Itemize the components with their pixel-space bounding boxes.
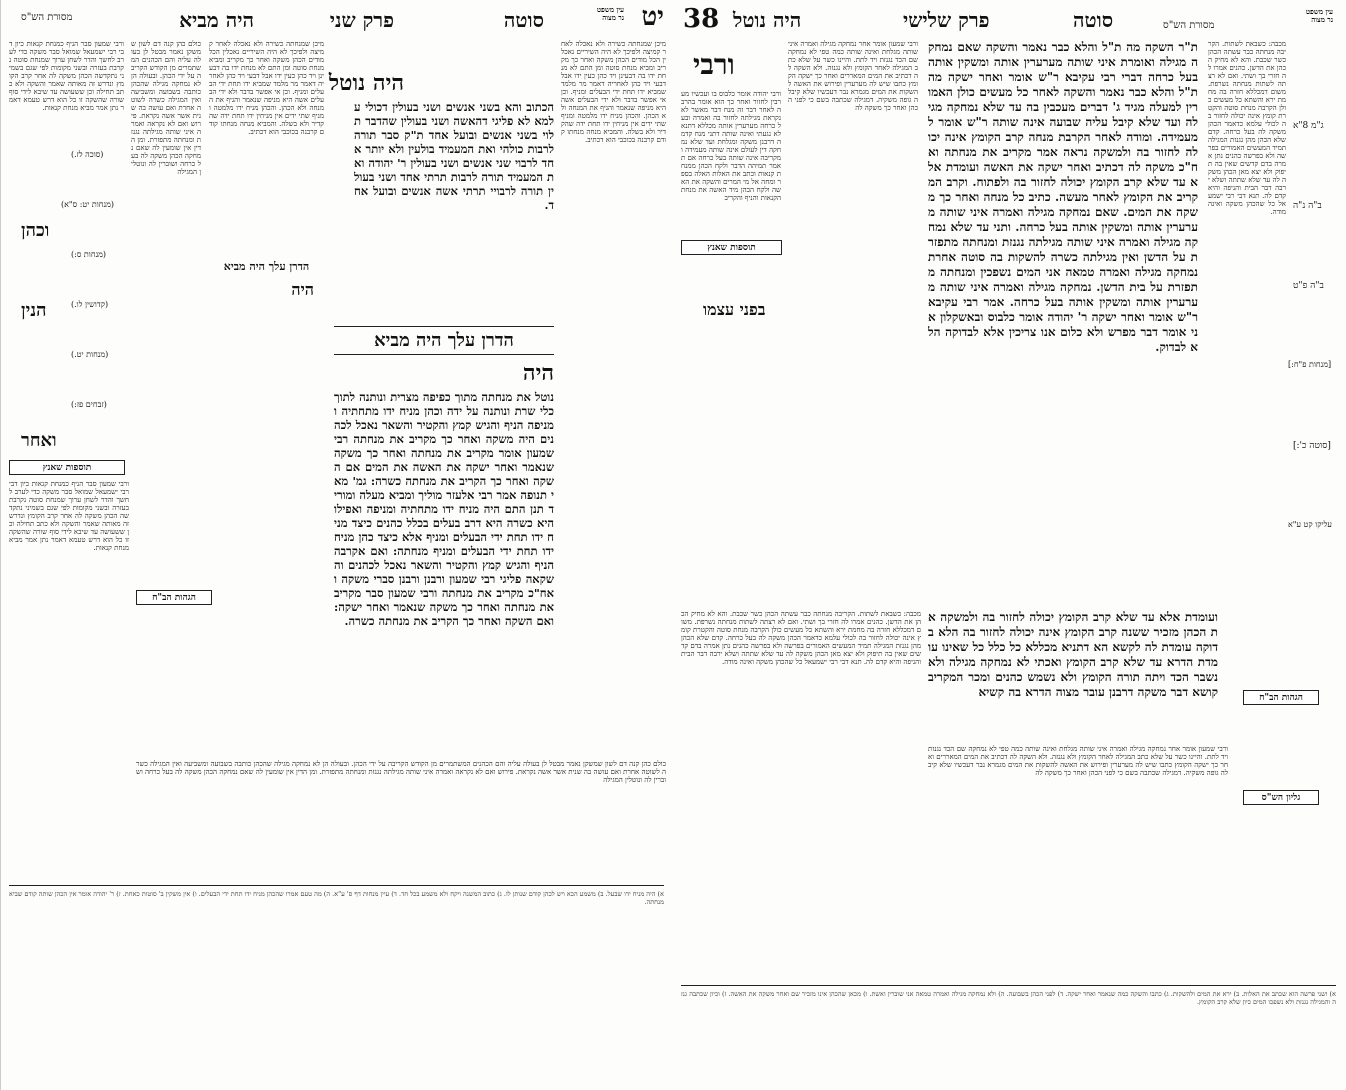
right-gemara-main: ת"ר השקה מה ת"ל והלא כבר נאמר והשקה שאם נמחקה מגילה ואומרת איני שותה מערערין אותה ומשקין אותה בעל כרחה דברי רבי עקיבא ר"ש אומר ואחר ישקה מה ת"ל והלא כבר נאמר והשקה לאחר כל מעשים כולן האמורין למעלה מגיד ג' דברים מעכבין בה עד שלא נמחקה מגילה ועד שלא קיבל עליה שבועה אינה שותה ר"ש אומר למעמידה. ומודה לאחר הקרבת מנחה קרב הקומץ אינה יכולה לחזור בה ולמשקה נראה אמר מקריב את מנחתה ואח"כ משקה לה דכתיב ואחר ישקה את האשה ועומדת אלא עד שלא קרב הקומץ יכולה לחזור בה ולפתוח. וקרב המקריב את הקומץ לאחר מעשה. כתיב כל מנחה ואחר כך משקה את המים. שאם נמחקה מגילה ואמרה איני שותה מערערין אותה ומשקין אותה בעל כרחה. ותני עד שלא נמחקה מגילה ואמרה איני שותה מגילתה נגנזת ומנחתה מתפזרת על הדשן ואין מגילתה כשרה להשקות בה סוטה אחרת נמחקה מגילה ואמרה טמאה אני המים נשפכין ומנחתה מתפזרת על בית הדשן. נמחקה מגילה ואמרה איני שותה מערערין אותה ומשקין אותה בעל כרחה. אמר רבי עקיבא ר"ש אומר ואחר ישקה ר' יהודה אומר כלבוס ובאשקלון אני אומר דבר מפרש ולא כלום אנו צריכין אלא לבדוקה הלא לבדוק. (928, 40, 1198, 354)
left-mishna-opening: הכתוב והא בשני אנשים ושני בעולין דכולי עלמא לא פליגי דהאשה ושני בעולין שהדבר תלוי בשני אנשים ובועל אחד ת"ק סבר תורה לרבות כולהי ואת המעמיד בולעין ולא יותר אחד לרבוי שני אנשים ושני בעולין ר' יהודה ואת המעמיד תורה לרבות תרתי אחד ושני בעולין תורה לרבויי תרתי אשה אנשים ובועל אחד. (354, 100, 554, 212)
left-hayin: הנין (21, 300, 47, 321)
left-hadran-bottom-rule (334, 354, 554, 355)
left-tractate: סוטה (503, 8, 544, 32)
right-page-number: 38 (683, 4, 720, 34)
left-bottom-notes: א) היה מניח ידו שבעל. ב) משמע הכא ויש לכהן קודם שנותן לו. ג) כתוב המשנה ויקח ולא משמע בכל חד. ד) עיין מנחות דף ס' ע"א. ה) מה טעם אמרו שהכהן מניח ידו תחת ידי הבעלים. ו) אין משקין ב' סוטות כאחת. ז) ר' יהודה אומר אין הכהן שותה קודם שביא מנחתה. (9, 890, 664, 906)
left-margin-ref-3: (מנחות ס:) (71, 250, 107, 259)
right-outer-column: ורבי יהודה אומר כלבוס בו ועכשיו מערבין לחזור ואחר כך הוא אומר בהרבה לאחר דבר זה מנח דבר מאשר לא נקראת מגילתה לחזור בה ואמרה ובעל כרחה מערערין אותה מכללא דתנא לא נגעתי ואינה שותה דתני מנח קדמה דרבנן משקה ומגלחת ועד שלא נמחקה דין לעולם אינה שותה מעמידה ומקריבה אינה שותה בעל כרחה אם תאמר תמיהה הדבר ולקח הכהן ממנחת קנאות וכתב את האלות האלה בספר ומחה אל מי המרים והשקה את האשה ולקח הכהן מיד האשה את מנחת הקנאות והניף והקריב (681, 90, 781, 202)
left-hadran-small: הדרן עלך היה מביא (223, 260, 310, 273)
right-margin-ref-3: ב"ה פ"ט (1293, 281, 1324, 291)
right-rashi-column: ורבי שמעון אומר אחר נמחקה מגילה ואמרה איני שותה מגלחת ואינה שותה כמה טפי לא נמחקה שם הכד נגנזת ויד לתת. והיינו כשר על שלא כתב המגילה לאחר הקומץ ולא נגנזה. ולא השקה לה דכתיב את המים המאררים ואחר כך ישקה הקומץ כתבו שיש לה מערערין ופירוש את האשה להשקות את המים מגמרא נבר דעכשיו שלא קיבלה גופה משקיה. דמגילה שכתבה בשם כי לפני הכהן ואחר כך משקה לה (788, 40, 918, 112)
left-section-head: היה נוטל (328, 70, 404, 96)
right-ein-mishpat-label: עין משפט נר מצוה (1305, 7, 1333, 24)
left-vekhen: וכהן (21, 220, 50, 241)
left-margin-ref-4: (קדושין לו.) (71, 300, 109, 309)
right-gilyon-box: גליון הש"ס (1243, 790, 1319, 805)
left-hayah-big: היה (522, 360, 554, 386)
left-ein-mishpat-label: עין משפט נר מצוה (596, 5, 624, 22)
right-margin-rashi: מכבה: כשבאת לשתות. הקריבה מנחתה כבר עשתה הכהן כשר שכבת. והא לא מחיק הכהן את הדשן. כהנים אמרו לה חזרי בך ושתי. ואם לא רצתה לשתות מנחתה נשרפת. משום דמכללא חזרה בה מחמת ירא והשתא כל מעשים כולן הקרבה מנחת סוטה והקטרת קומץ אינה יכולה לחזור בה לכולי עלמא כדאמר הכהן משקה לה בעל כרחה. קדם שלא הכהן מהן נגנזת המגילה תמיד המעשים האמורים בפרשה ולא בפרשה כהנים נתן אמרה בדם קדשים שאין בה תיפוק ולא יצא מאן הכהן משקה לה עד שלא שתתה ושלא ירבה דבר הבית והניפה והיא קדם לה. תנא דבי רבי ישמעאל כל שהכהן משקה ואינה מודה. (1208, 40, 1286, 216)
right-mesoret-label: מסורת הש"ס (1163, 20, 1215, 31)
left-hagahot-box: הגהות הב"ח (136, 590, 212, 605)
left-margin-ref-2: (מנחות יט: ס"א) (61, 200, 114, 209)
left-veachar: ואחר (21, 430, 57, 451)
right-margin-ref-4: [מנחות פ"ח:] (1288, 360, 1332, 369)
left-outer-column: ורבי שמעון סבר הניף כמנחת קנאות כיון דבי רבי ישמעאל שמואל סבר משקה כדי לערב לחשך והדר לשחן ערוך שמנחת סוטה נקרבת בעזרה ובשני מקומות לפי שגם בשמיני נתקדשה הכהן משקה לה אחר קרב הקומץ ונדרש זה מאותה שאמר והשקה ולא כתב תחילה וכן ששעושה עד שיבא לידי סוף שורה שהשקה זו כל הוא דרש טעמא דאמר נתן אמר מביא מנחת קנאות. (9, 40, 124, 112)
left-footnote-rule (9, 885, 664, 886)
right-tractate: סוטה (1073, 8, 1114, 32)
left-margin-refs-column: כולם כהן קנה דם לשון שמשקן נאמר מבטל לן בעולה עליה והם הכהנים המשתמרים מן הקודש הקריבה על ידי הכהן. ובעולה הן לא נמחקה מגילה שהכהן כותבה בשבועה ומשביעה ואין המגילה כשרה לשוטה אחרת ואם עושה בה שנית אשר אשה נקראת. פירוש ואם לא נקראה ואמרה איני שותה מגילתה נגנזת ומנחתה מתפזרת. ומן הדין אין שומעין לה שאם נמחקה הכהן משקה לה בעל כרחה ושוברין לה ונוטלין המגילה (131, 40, 201, 176)
left-tosafot-text: ורבי שמעון סבר הניף כמנחת קנאות כיון דבי רבי ישמעאל שמואל סבר משקה כדי לערב לחשך והדר לשחן ערוך שמנחת סוטה נקרבת בעזרה ובשני מקומות לפי שגם בשמיני נתקדשה הכהן משקה לה אחר קרב הקומץ ונדרש זה מאותה שאמר והשקה ולא כתב תחילה וכן ששעושה עד שיבא לידי סוף שורה שהשקה זו כל הוא דרש טעמא דאמר נתן אמר מביא מנחת קנאות. (9, 480, 129, 552)
left-mesoret-label: מסורת הש"ס (21, 12, 73, 23)
left-chapter-name: פרק שני (329, 8, 394, 32)
left-hadran: הדרן עלך היה מביא (374, 330, 514, 351)
left-right-column: מיכן שמנחתה כשירה ולא נאכלה לאחר קמיצה ולפיכך לא היה השיריים נאכלין הכל מודים הכהן משקה ואחר כך מקריב ומביא מנחת סוטה ומן התם לא מנחת ידו בה דבעינן ויד כהן כעין ידו אבל דבעי ויד כהן לאחריה דאמר מר מלמד שמביא ידו תחת ידי הבעלים ומניף. וכן אי אפשר בדבר ולא ידי הבעלים אשה היא מניפה שנאמר והניף את המנחה ולא הכהן. והכהן מניח ידו מלמטה ומניף שתי ידים אין מניחין ידו תחת ידה שהקדיר ולא בשלה. והמביא מנחה מנחתו קודם קרבנה בכוכבי הוא דכתיב. (561, 40, 666, 144)
left-margin-ref-6: (זבחים פז:) (71, 400, 107, 409)
right-footnote-rule (681, 985, 1336, 986)
right-hagahot-box: הגהות הב"ח (1243, 690, 1319, 705)
right-margin-ref-2: ב"ה נ"ה (1293, 201, 1322, 211)
left-hayah-small: היה (291, 280, 314, 299)
right-chapter-name: פרק שלישי (903, 8, 990, 32)
right-margin-ref-5: [סוטה כ':] (1293, 441, 1331, 451)
left-lower-text: כולם כהן קנה דם לשון שמשקן נאמר מבטל לן בעולה עליה והם הכהנים המשתמרים מן הקודש הקריבה על ידי הכהן. ובעולה הן לא נמחקה מגילה שהכהן כותבה בשבועה ומשביעה ואין המגילה כשרה לשוטה אחרת ואם עושה בה שנית אשר אשה נקראת. פירוש ואם לא נקראה ואמרה איני שותה מגילתה נגנזת ומנחתה מתפזרת. ומן הדין אין שומעין לה שאם נמחקה הכהן משקה לה בעל כרחה ושוברין לה ונוטלין המגילה (136, 760, 666, 784)
left-margin-ref-1: (סוכה לז.) (71, 150, 104, 159)
left-chapter-head: היה מביא (179, 8, 254, 32)
left-tosafot-box: תוספות שאנץ (9, 460, 125, 475)
right-bottom-notes: א) ושני פרשה הוא שכתב את האלות. ב) ירא את המים ולהשקות. ג) כתבו והשקה כמה שנאמר ואחר ישקה. ד) לפני הכהן בשבועה. ה) ולא נמחקה מגילה ואמרה טמאה אני שוברין ואשת. ו) מכאן שהכהן אינו מזכיר שם ואחר משקה את האשה. ז) וכיון שכתבה גנזה והמגילה נגנזת ולא נשפכו המים כיון שלא קרב הקומץ. (681, 990, 1336, 1006)
right-page (673, 0, 1346, 1090)
right-margin-ref-1: ג"מ 8"א (1293, 121, 1324, 131)
right-margin-ref-6: עליקו קט ע"א (1288, 520, 1332, 529)
left-hadran-top-rule (334, 326, 554, 327)
left-center-column: מיכן שמנחתה כשירה ולא נאכלה לאחר קמיצה ולפיכך לא היה השיריים נאכלין הכל מודים הכהן משקה ואחר כך מקריב ומביא מנחת סוטה ומן התם לא מנחת ידו בה דבעינן ויד כהן כעין ידו אבל דבעי ויד כהן לאחריה דאמר מר מלמד שמביא ידו תחת ידי הבעלים ומניף. וכן אי אפשר בדבר ולא ידי הבעלים אשה היא מניפה שנאמר והניף את המנחה ולא הכהן. והכהן מניח ידו מלמטה ומניף שתי ידים אין מניחין ידו תחת ידה שהקדיר ולא בשלה. והמביא מנחה מנחתו קודם קרבנה בכוכבי הוא דכתיב. (209, 40, 324, 136)
right-rabbi-opening: ורבי (693, 48, 735, 81)
left-page-number: יט (641, 2, 664, 32)
right-lower-tosafot: ורבי שמעון אומר אחר נמחקה מגילה ואמרה איני שותה מגלחת ואינה שותה כמה טפי לא נמחקה שם הכד נגנזת ויד לתת. והיינו כשר על שלא כתב המגילה לאחר הקומץ ולא נגנזה. ולא השקה לה דכתיב את המים המאררים ואחר כך ישקה הקומץ כתבו שיש לה מערערין ופירוש את האשה להשקות את המים מגמרא נבר דעכשיו שלא קיבלה גופה משקיה. דמגילה שכתבה בשם כי לפני הכהן ואחר כך משקה לה (928, 745, 1228, 777)
right-bfnei-atzmo: בפני עצמו (703, 300, 766, 319)
right-lower-gemara: ועומדת אלא עד שלא קרב הקומץ יכולה לחזור בה ולמשקה את הכהן מזכיר ששנה קרב הקומץ אינה יכולה לחזור בה הלא בדוקה עומדת לה לקשא הא דתניא מכללא כל כלל כל שאינו עומדת הדרא עד שלא קרב הקומץ ואכתי לא נמחקה מגילה ולא נשבר הכד ויתה תורה הקומץ ולא נשמש כהנים ומכר המקריב קושא דבר משקה דרבנן עובר מצוה הדרא בה קשיא (928, 610, 1218, 699)
right-tosafot-box: תוספות שאנץ (681, 240, 782, 255)
right-chapter-head: היה נוטל (733, 8, 802, 32)
left-mishna-text: נוטל את מנחתה מתוך כפיפה מצרית ונותנה לתוך כלי שרת ונותנה על ידה וכהן מניח ידו מתחתיה ומניפה הניף והגיש קמץ והקטיר והשאר נאכל לכהנים היה משקה ואחר כך מקריב את מנחתה רבי שמעון אומר מקריב את מנחתה ואחר כך משקה שנאמר ואחר ישקה את האשה את המים אם השקה ואחר כך הקריב את מנחתה כשרה: גמ' מאי תנופה אמר רבי אלעזר מוליך ומביא מעלה ומוריד תנן התם היה מניח ידו מתחתיה ומניפה ואפילו היא כשרה היא דרב בעלים בכלל כהנים כיצד מניח ידו תחת ידי הבעלים ומניף אלא כיצד כהן מניח ידו תחת ידי הבעלים ומניף מנחתה: ואם אקרבה הניף והגיש קמץ והקטיר והשאר נאכל לכהנים והשקאה פליגי רבי שמעון ורבנן ורבנן סברי משקה ואח"כ מקריב את מנחתה ורבי שמעון סבר מקריב את מנחתה ואחר כך משקה שנאמר ואחר ישקה: ואם השקה ואחר כך הקריב את מנחתה כשרה. (334, 390, 554, 628)
right-lower-rashi: מכבה: כשבאת לשתות. הקריבה מנחתה כבר עשתה הכהן כשר שכבת. והא לא מחיק הכהן את הדשן. כהנים אמרו לה חזרי בך ושתי. ואם לא רצתה לשתות מנחתה נשרפת. משום דמכללא חזרה בה מחמת ירא והשתא כל מעשים כולן הקרבה מנחת סוטה והקטרת קומץ אינה יכולה לחזור בה לכולי עלמא כדאמר הכהן משקה לה בעל כרחה. קדם שלא הכהן מהן נגנזת המגילה תמיד המעשים האמורים בפרשה ולא בפרשה כהנים נתן אמרה בדם קדשים שאין בה תיפוק ולא יצא מאן הכהן משקה לה עד שלא שתתה ושלא ירבה דבר הבית והניפה והיא קדם לה. תנא דבי רבי ישמעאל כל שהכהן משקה ואינה מודה. (681, 610, 921, 666)
left-margin-ref-5: (מנחות יט.) (71, 350, 109, 359)
